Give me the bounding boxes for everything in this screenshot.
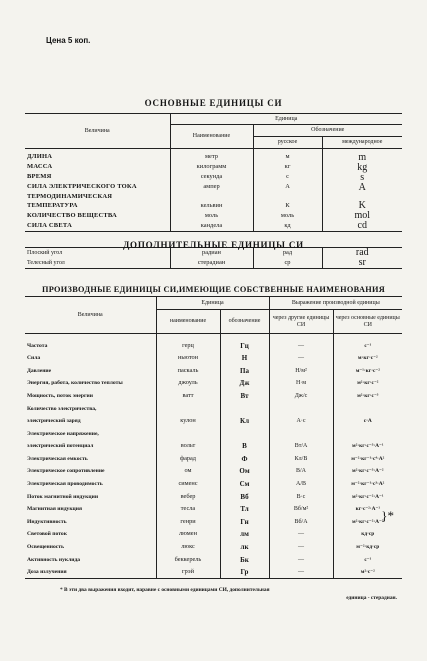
header-expression: Выражение производной единицы [269,297,402,310]
table-row: Электрическое напряжение, [25,428,402,441]
header-designation: Обозначение [253,125,402,137]
table-row: Освещенность люкс лк — м⁻²·кд·ср [25,541,402,554]
header-designation-2: обозначение [220,310,269,334]
table-row: Сила ньютон Н — м·кг·с⁻² [25,352,402,365]
header-via-base: через основные единицы СИ [333,310,402,334]
footnote: * В эти два выражения входит, наравне с основными единицами СИ, дополнительная [60,587,270,593]
table-row: СИЛА ЭЛЕКТРИЧЕСКОГО ТОКА ампер А A [27,182,366,193]
table-row: Поток магнитной индукции вебер Вб В·с м²·кг·с⁻²·А⁻¹ [25,491,402,504]
table-row: ТЕРМОДИНАМИЧЕСКАЯ [25,193,402,202]
derived-units-table [25,296,402,579]
header-name-2: наименование [156,310,220,334]
table-row: Электрическая проводимость сименс См А/В м⁻²·кг⁻¹·с³·А² [25,478,402,491]
header-russian: русское [253,137,322,149]
header-name: Наименование [170,125,253,149]
section-title-supplementary-units: ДОПОЛНИТЕЛЬНЫЕ ЕДИНИЦЫ СИ [123,240,304,250]
table-row: Телесный угол стерадиан ср sr [25,258,402,269]
header-quantity: Величина [25,114,170,149]
footnote-brace-mark: }* [381,508,394,523]
section-title-base-units: ОСНОВНЫЕ ЕДИНИЦЫ СИ [144,98,283,108]
table-row: ДЛИНА метр м m [27,152,367,163]
table-row: электрический заряд кулон Кл А·с с·А [25,415,402,428]
table-row: Индуктивность генри Гн Вб/А м²·кг·с⁻²·А⁻² [25,516,402,529]
table-row: Доза излучения грэй Гр — м²·с⁻² [25,566,402,579]
price-label: Цена 5 коп. [46,36,91,45]
table-row: ТЕМПЕРАТУРА кельвин К K [27,201,366,211]
header-quantity-2: Величина [25,297,156,334]
header-via-other: через другие единицы СИ [269,310,333,334]
table-row: Электрическая емкость фарад Ф Кл/В м⁻²·кг⁻¹·с⁴·А² [25,453,402,466]
table-row: Электрическое сопротивление ом Ом В/А м²·кг·с⁻³·А⁻² [25,465,402,478]
table-row: Давление паскаль Па Н/м² м⁻¹·кг·с⁻² [25,365,402,378]
table-row: Магнитная индукция тесла Тл Вб/м² кг·с⁻²·А⁻¹ [25,503,402,516]
table-row: СИЛА СВЕТА кандела кд cd [27,221,367,231]
table-row: Частота герц Гц — с⁻¹ [25,340,402,353]
table-row: КОЛИЧЕСТВО ВЕЩЕСТВА моль моль mol [27,211,371,221]
table-row: Плоский угол радиан рад rad [27,247,369,258]
footnote-end: единица - стерадиан. [346,595,397,601]
table-row: Количество электричества, [25,402,402,415]
table-row: Световой поток люмен лм — кд·ср [25,528,402,541]
header-unit: Единица [170,114,402,125]
table-row: ВРЕМЯ секунда с s [27,172,365,183]
section-title-derived-units: ПРОИЗВОДНЫЕ ЕДИНИЦЫ СИ,ИМЕЮЩИЕ СОБСТВЕННЫЕ НАИМЕНОВАНИЯ [41,285,386,294]
header-unit-2: Единица [156,297,269,310]
header-international: международное [322,137,402,149]
table-row: электрический потенциал вольт В Вт/А м²·кг·с⁻³·А⁻¹ [25,440,402,453]
table-row: Мощность, поток энергии ватт Вт Дж/с м²·кг·с⁻³ [25,390,402,403]
table-row: Активность нуклида беккерель Бк — с⁻¹ [25,554,402,567]
table-row: Энергия, работа, количество теплоты джоуль Дж Н·м м²·кг·с⁻² [25,377,402,390]
table-row: МАССА килограмм кг kg [27,162,368,173]
